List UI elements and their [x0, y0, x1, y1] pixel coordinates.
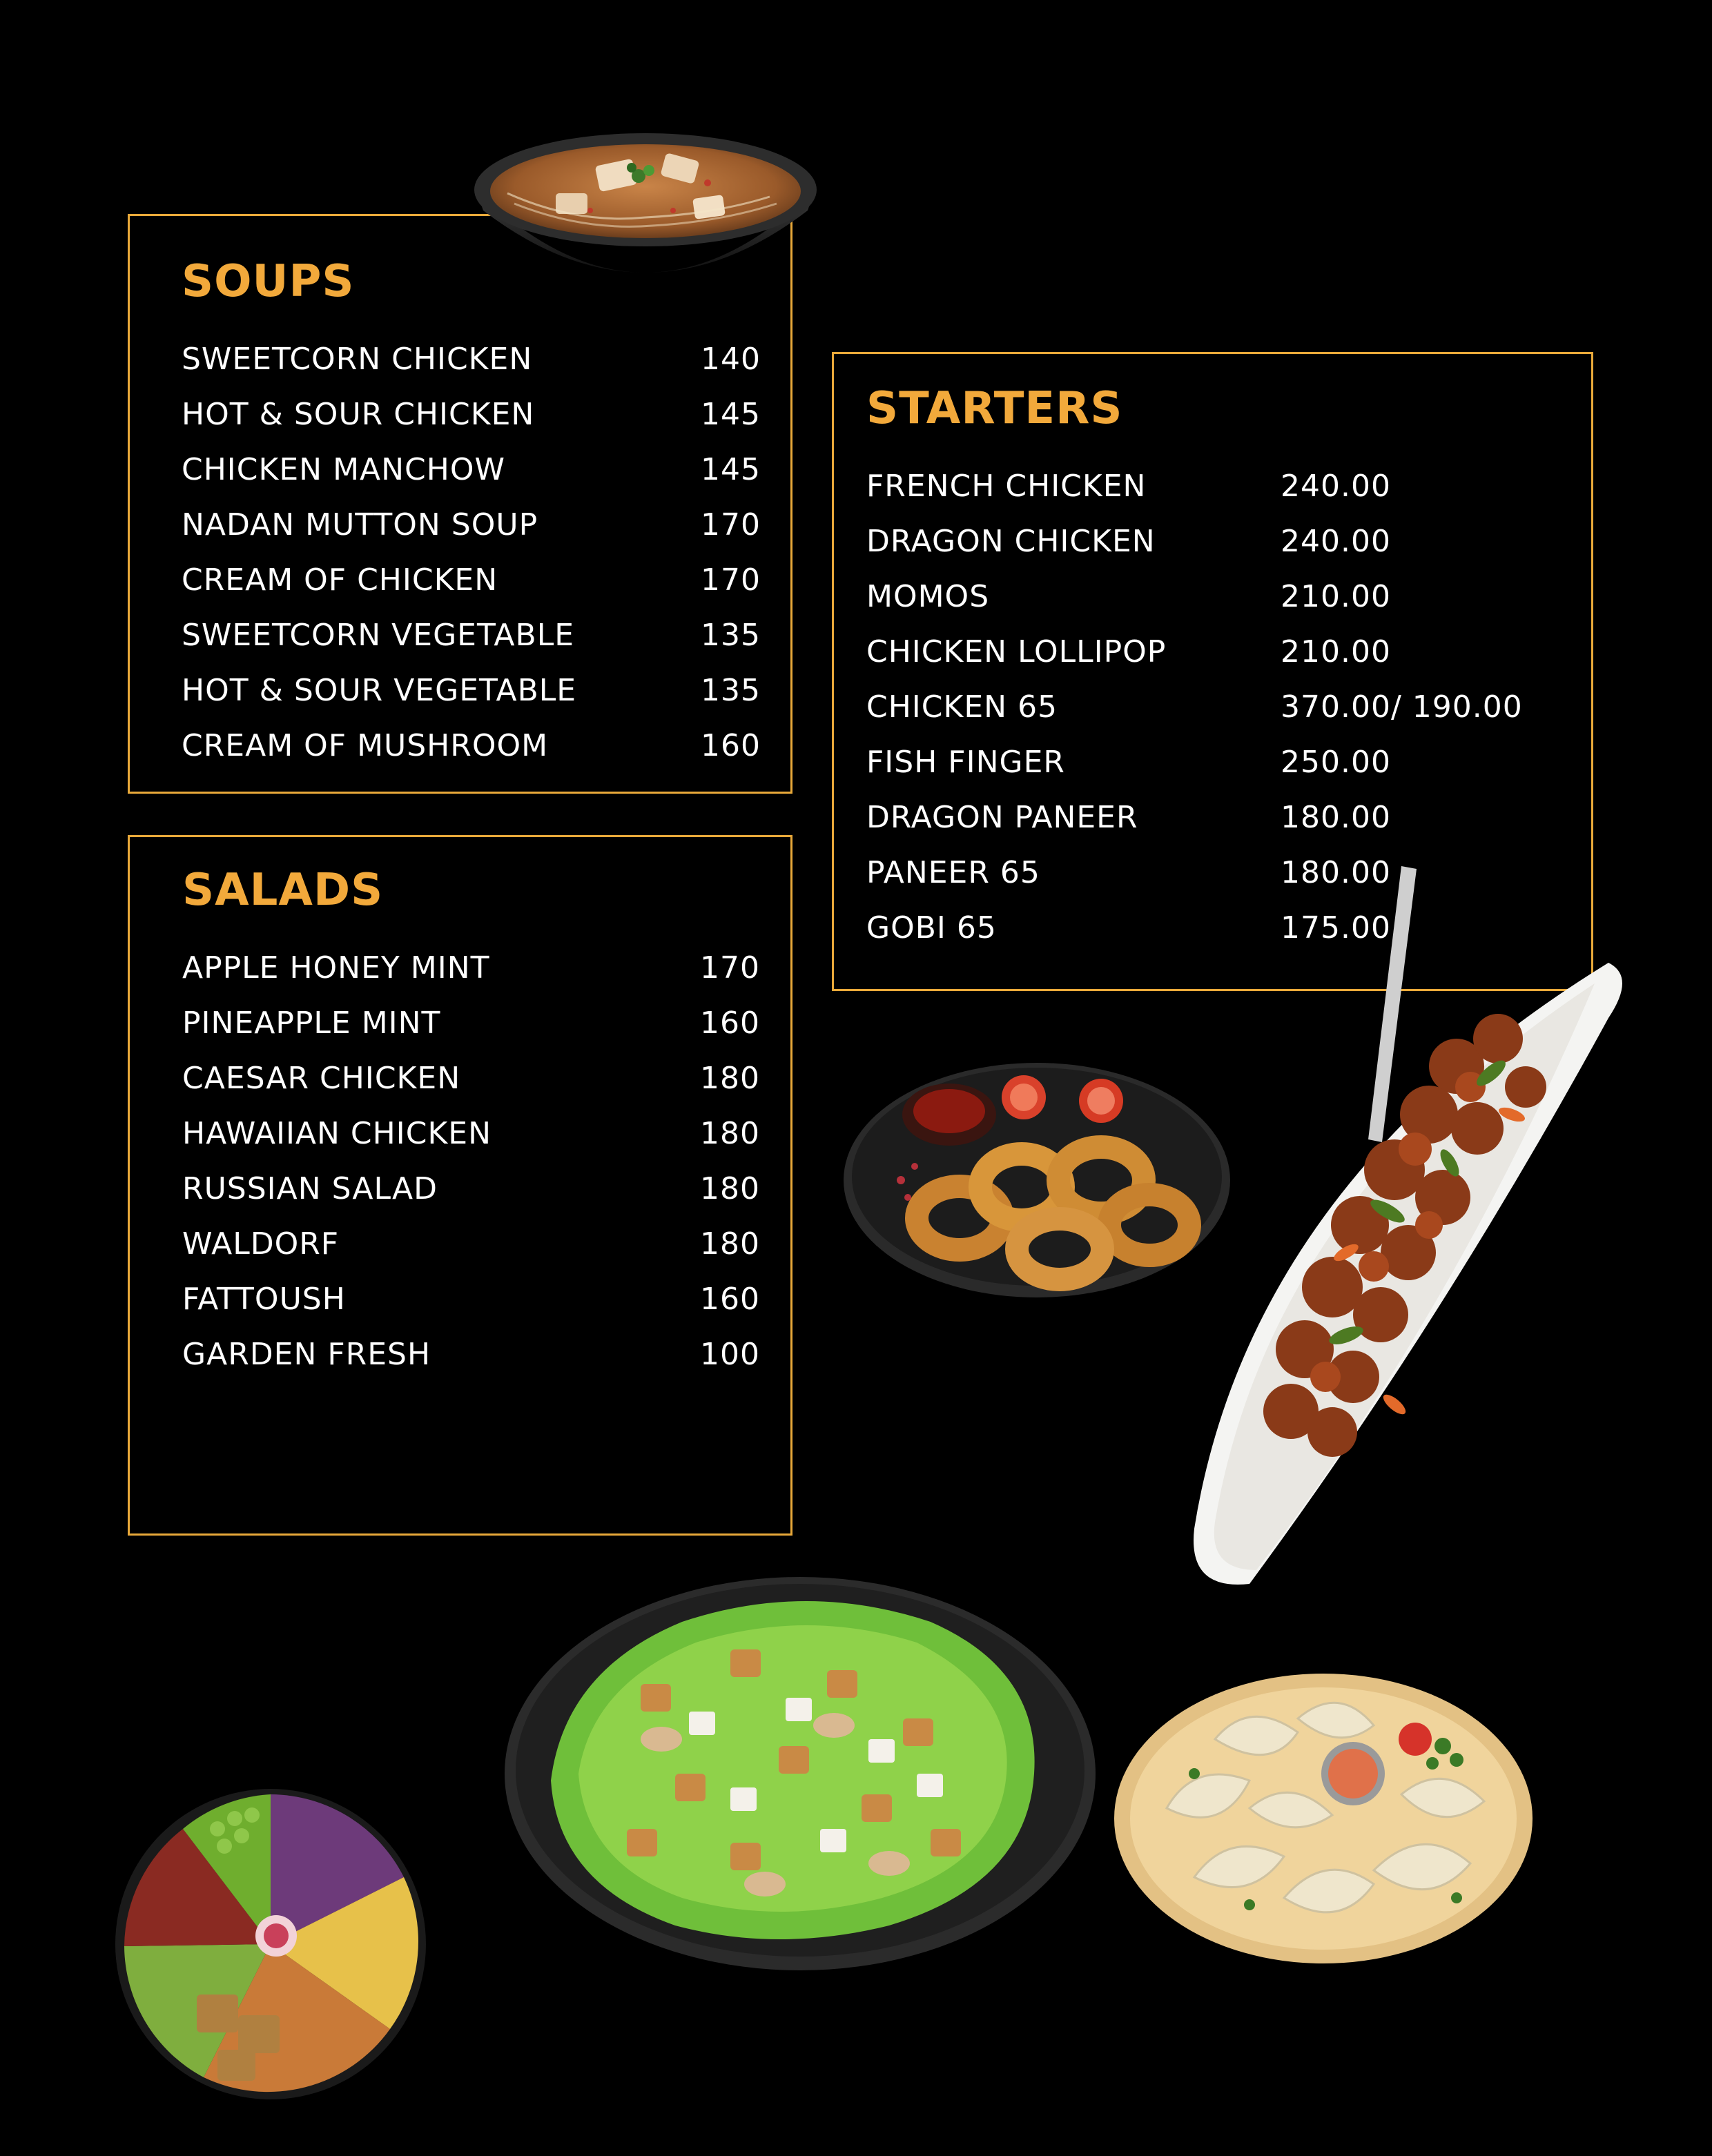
salad-item — [182, 950, 760, 992]
salads-panel — [128, 835, 792, 1536]
starter-item-name: MOMOS — [866, 579, 990, 614]
salad-bowl-photo — [114, 1787, 428, 2101]
starter-item-name: CHICKEN 65 — [866, 689, 1058, 725]
salad-item — [182, 1116, 760, 1157]
salad-item-name: PINEAPPLE MINT — [182, 1006, 441, 1041]
starter-item-name: GOBI 65 — [866, 910, 997, 945]
soup-item-price: 170 — [701, 562, 761, 598]
salad-item-name: HAWAIIAN CHICKEN — [182, 1116, 492, 1151]
salad-item — [182, 1282, 760, 1323]
starter-item-name: PANEER 65 — [866, 855, 1040, 890]
soup-bowl-photo — [466, 128, 825, 297]
soup-item-price: 140 — [701, 342, 761, 377]
salad-item-name: FATTOUSH — [182, 1282, 346, 1317]
starter-item — [866, 800, 1577, 841]
salad-item-name: APPLE HONEY MINT — [182, 950, 490, 986]
soup-item-name: SWEETCORN VEGETABLE — [182, 618, 575, 653]
starter-item-price: 210.00 — [1281, 634, 1391, 669]
salad-item-price: 170 — [700, 950, 760, 986]
chilli-chicken-photo — [1167, 839, 1626, 1591]
soup-item-name: HOT & SOUR VEGETABLE — [182, 673, 577, 708]
soups-panel — [128, 214, 792, 794]
starter-item-price: 210.00 — [1281, 579, 1391, 614]
starter-item — [866, 524, 1577, 565]
starter-item — [866, 469, 1577, 510]
soup-item-price: 170 — [701, 507, 761, 542]
starter-item-name: CHICKEN LOLLIPOP — [866, 634, 1167, 669]
soup-item — [182, 507, 761, 549]
soup-item — [182, 342, 761, 383]
soup-item-name: NADAN MUTTON SOUP — [182, 507, 538, 542]
soup-item-price: 145 — [701, 452, 761, 487]
soup-item-name: SWEETCORN CHICKEN — [182, 342, 533, 377]
starter-item-name: FISH FINGER — [866, 745, 1065, 780]
momos-photo — [1111, 1670, 1536, 1967]
salad-item — [182, 1337, 760, 1378]
starter-item-price: 370.00/ 190.00 — [1281, 689, 1523, 725]
salad-item-price: 100 — [700, 1337, 760, 1372]
soup-item-price: 160 — [701, 728, 761, 763]
soup-item-price: 145 — [701, 397, 761, 432]
starter-item-name: DRAGON PANEER — [866, 800, 1138, 835]
starter-item — [866, 634, 1577, 676]
salad-item-price: 180 — [700, 1171, 760, 1206]
soup-item — [182, 618, 761, 659]
soup-item-name: CREAM OF MUSHROOM — [182, 728, 549, 763]
salad-item-name: RUSSIAN SALAD — [182, 1171, 438, 1206]
starter-item-price: 240.00 — [1281, 524, 1391, 559]
salad-item-price: 180 — [700, 1061, 760, 1096]
soup-item-price: 135 — [701, 618, 761, 653]
soup-item-name: HOT & SOUR CHICKEN — [182, 397, 535, 432]
starter-item-price: 250.00 — [1281, 745, 1391, 780]
salad-item-name: WALDORF — [182, 1226, 340, 1262]
starter-item — [866, 689, 1577, 731]
soup-item — [182, 728, 761, 770]
salad-item-price: 160 — [700, 1282, 760, 1317]
salad-item-price: 160 — [700, 1006, 760, 1041]
starter-item-price: 180.00 — [1281, 855, 1391, 890]
soup-item — [182, 562, 761, 604]
starter-item-price: 180.00 — [1281, 800, 1391, 835]
soup-item-price: 135 — [701, 673, 761, 708]
salad-item-name: GARDEN FRESH — [182, 1337, 431, 1372]
soups-title: SOUPS — [182, 256, 355, 307]
salad-item-price: 180 — [700, 1116, 760, 1151]
salad-item — [182, 1061, 760, 1102]
starter-item-price: 240.00 — [1281, 469, 1391, 504]
starter-item-price: 175.00 — [1281, 910, 1391, 945]
starters-title: STARTERS — [866, 383, 1123, 434]
soup-item — [182, 452, 761, 493]
salad-item-price: 180 — [700, 1226, 760, 1262]
starter-item — [866, 579, 1577, 620]
salad-item — [182, 1171, 760, 1213]
starter-item-name: FRENCH CHICKEN — [866, 469, 1147, 504]
salads-title: SALADS — [182, 865, 384, 916]
soup-item — [182, 673, 761, 714]
soup-item — [182, 397, 761, 438]
caesar-salad-photo — [503, 1567, 1098, 1974]
salad-item-name: CAESAR CHICKEN — [182, 1061, 461, 1096]
starter-item — [866, 745, 1577, 786]
soup-item-name: CHICKEN MANCHOW — [182, 452, 505, 487]
salad-item — [182, 1226, 760, 1268]
salad-item — [182, 1006, 760, 1047]
starter-item-name: DRAGON CHICKEN — [866, 524, 1156, 559]
soup-item-name: CREAM OF CHICKEN — [182, 562, 498, 598]
